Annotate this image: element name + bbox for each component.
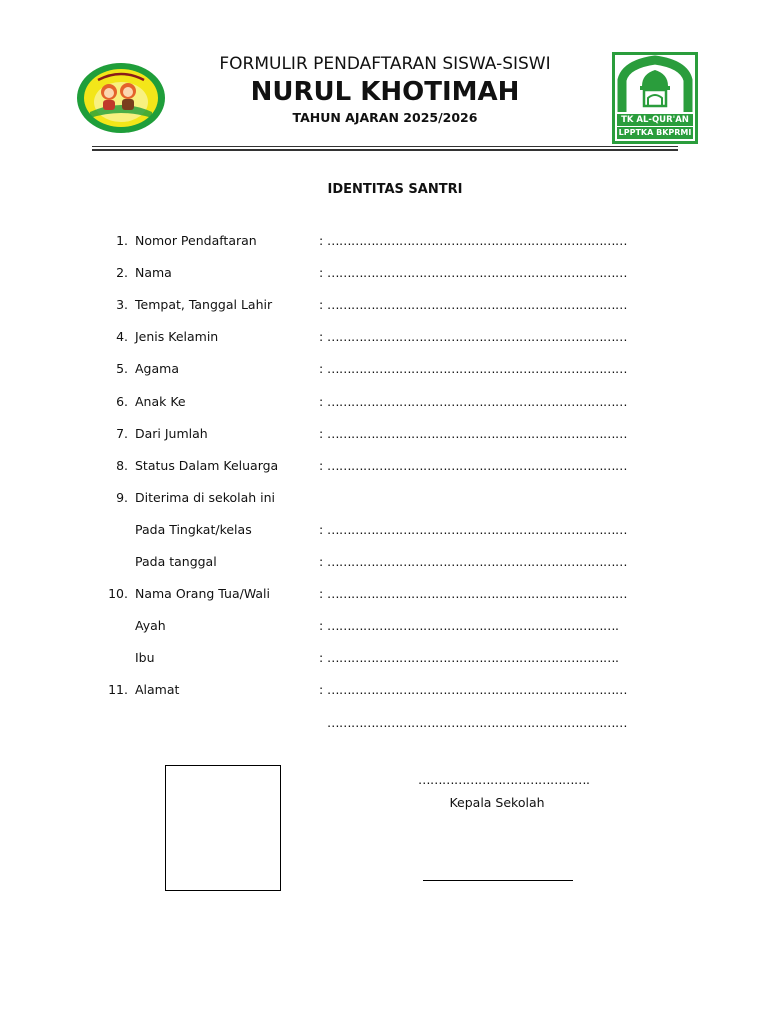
field-input-line[interactable]: ………………………………………………………………… <box>327 521 627 537</box>
field-colon: : <box>319 329 324 345</box>
field-input-line[interactable]: ………………………………………………………………… <box>327 361 627 377</box>
form-field-row <box>0 649 768 667</box>
field-colon: : <box>319 682 324 698</box>
field-label: Ibu <box>135 650 155 666</box>
field-colon: : <box>319 425 324 441</box>
field-number: 6. <box>116 393 128 409</box>
field-number: 3. <box>116 297 128 313</box>
field-colon: : <box>319 233 324 248</box>
field-label: Dari Jumlah <box>135 425 208 441</box>
field-input-line[interactable]: ………………………………………………………………… <box>327 586 627 602</box>
field-colon: : <box>319 457 324 473</box>
field-input-line[interactable]: ………………………………………………………………… <box>327 233 627 248</box>
field-number: 1. <box>116 233 128 248</box>
form-field-row <box>0 617 768 635</box>
field-number: 2. <box>116 265 128 281</box>
field-label: Jenis Kelamin <box>135 329 219 345</box>
field-colon: : <box>319 393 324 409</box>
form-field-row <box>0 585 768 603</box>
form-field-row <box>0 521 768 539</box>
field-colon: : <box>319 297 324 313</box>
field-input-line[interactable]: ………………………………………………………………… <box>327 457 627 473</box>
form-field-row <box>0 328 768 346</box>
field-input-line[interactable]: ………………………………………………………………… <box>327 265 627 281</box>
form-field-row <box>0 264 768 282</box>
field-colon: : <box>319 265 324 281</box>
field-number: 8. <box>116 457 128 473</box>
form-field-row <box>0 232 768 250</box>
logo-right-text-top: TK AL-QUR'AN <box>621 115 689 125</box>
form-field-row <box>0 489 768 507</box>
form-field-row <box>0 393 768 411</box>
field-number: 4. <box>116 329 128 345</box>
field-number: 5. <box>116 361 128 377</box>
field-input-line[interactable]: ………………………………………………………………… <box>327 393 627 409</box>
field-colon: : <box>319 650 324 666</box>
section-title: IDENTITAS SANTRI <box>327 182 463 197</box>
form-field-row <box>0 553 768 571</box>
field-label: Alamat <box>135 682 180 698</box>
field-colon: : <box>319 618 324 634</box>
field-label: Status Dalam Keluarga <box>135 457 279 473</box>
field-input-line[interactable]: ………………………………………………………………… <box>327 297 627 313</box>
field-label: Ayah <box>135 618 166 634</box>
field-label: Pada Tingkat/kelas <box>135 521 252 537</box>
field-number: 10. <box>108 586 128 602</box>
field-label: Diterima di sekolah ini <box>135 489 276 505</box>
logo-right-text-bottom: LPPTKA BKPRMI <box>618 128 692 137</box>
signature-line <box>423 880 573 881</box>
field-input-line[interactable]: ………………………………………………………………… <box>327 554 627 569</box>
field-input-line[interactable]: ………………………………………………………………… <box>327 425 627 441</box>
field-label: Pada tanggal <box>135 554 217 569</box>
form-field-row <box>0 425 768 443</box>
field-colon: : <box>319 586 324 602</box>
field-input-line[interactable]: ………………………………………………………………. <box>327 618 619 634</box>
form-title: FORMULIR PENDAFTARAN SISWA-SISWI <box>219 54 551 74</box>
field-label: Nomor Pendaftaran <box>135 233 257 248</box>
field-label: Nama Orang Tua/Wali <box>135 586 270 602</box>
signature-date-field: ……………………………………. <box>418 772 590 787</box>
photo-box <box>165 765 281 891</box>
field-number: 9. <box>116 489 128 505</box>
field-number: 7. <box>116 425 128 441</box>
field-label: Anak Ke <box>135 393 186 409</box>
field-label: Nama <box>135 265 172 281</box>
form-field-row <box>0 681 768 699</box>
field-label: Agama <box>135 361 179 377</box>
signature-title: Kepala Sekolah <box>449 795 545 810</box>
field-colon: : <box>319 521 324 537</box>
field-colon: : <box>319 361 324 377</box>
form-field-row <box>0 360 768 378</box>
field-label: Tempat, Tanggal Lahir <box>135 297 273 313</box>
field-input-line[interactable]: ………………………………………………………………… <box>327 682 627 698</box>
form-field-row <box>0 714 768 732</box>
academic-year: TAHUN AJARAN 2025/2026 <box>292 110 478 125</box>
school-name: NURUL KHOTIMAH <box>250 77 520 107</box>
field-number: 11. <box>108 682 128 698</box>
field-input-line[interactable]: ………………………………………………………………. <box>327 650 619 666</box>
form-field-row <box>0 296 768 314</box>
form-field-row <box>0 457 768 475</box>
field-input-line[interactable]: ………………………………………………………………… <box>327 714 627 730</box>
field-colon: : <box>319 554 324 569</box>
field-input-line[interactable]: ………………………………………………………………… <box>327 329 627 345</box>
